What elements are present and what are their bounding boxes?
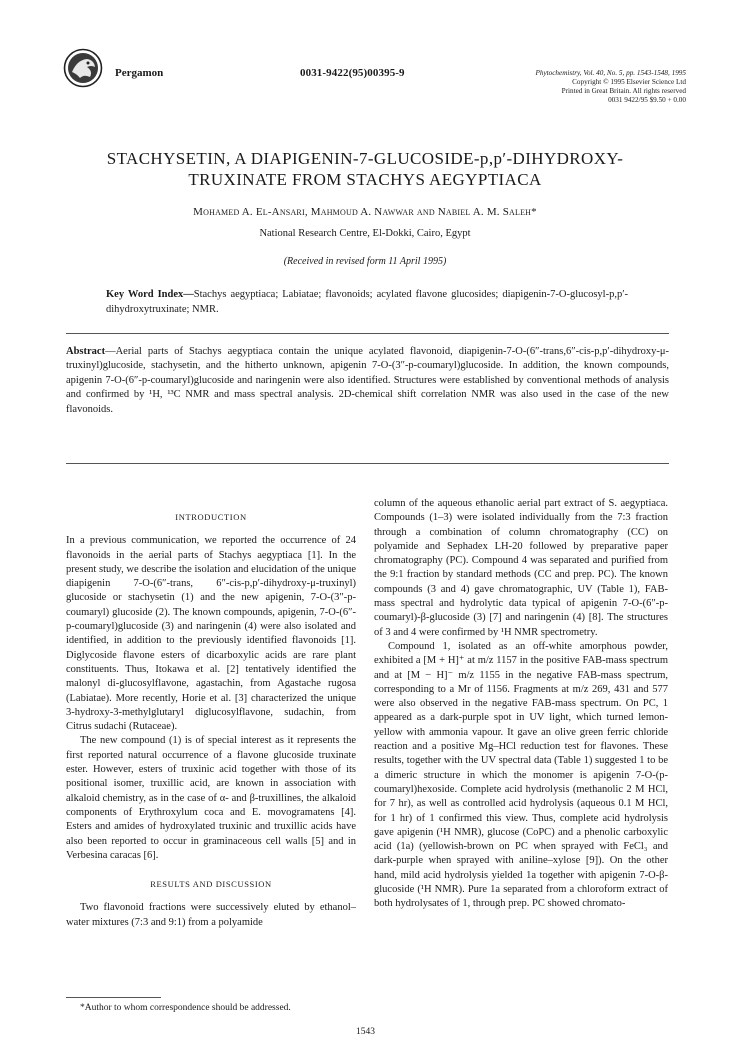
journal-citation: Phytochemistry, Vol. 40, No. 5, pp. 1543-1548, 1995 [535,69,686,77]
author-list: Mohamed A. El-Ansari, Mahmoud A. Nawwar and Nabiel A. M. Saleh* [193,206,537,218]
issn-price-line: 0031 9422/95 $9.50 + 0.00 [608,96,686,104]
keywords-text: Stachys aegyptiaca; Labiatae; flavonoids; acylated flavone glucosides; diapigenin-7-O-glucosyl-p,p′-dihydroxytruxinate; NMR. [106,289,628,315]
pergamon-logo-icon [63,48,103,88]
results-heading: RESULTS AND DISCUSSION [150,879,272,890]
introduction-paragraph-1: In a previous communication, we reported the occurrence of 24 flavonoids in the aerial parts of Stachys aegyptiaca [1]. In the present study, we describe the isolation and elucidation of the unique diapigenin 7-O-(6″-trans, 6″-cis-p,p′-dihydroxy-μ-truxinyl) glucoside or stachysetin (1) and the new apigenin, 7-O-(3″-p-coumaryl) glucoside (2). The known compounds, apigenin, 7-O-(6″-p-coumaryl)glucoside (3) and naringenin (4) were also isolated and identified, in addition to the previously identified flavonoids [1]. Diglycoside flavone esters of dicarboxylic acids are rare plant constituents. Thus, Itokawa et al. [2] tentatively identified the malonyl di-glucosylflavone, agastachin, from Agastache rugosa (Labiatae). More recently, Horie et al. [3] characterized the unique 3-hydroxy-3-methylglutaryl diglucosylflavone, sudachin, from Citrus sudachi (Rutaceae). [66,535,356,733]
abstract-text: —Aerial parts of Stachys aegyptiaca contain the unique acylated flavonoid, diapigenin-7-O-(6″-trans,6″-cis-p,p′-dihydroxy-μ-truxinyl)glucoside, stachysetin, and the hitherto unknown, apigenin 7-O-(3″-p-coumaryl)glucoside. In addition, the known compounds, apigenin 7-O-(6″-p-coumaryl)glucoside and naringenin were also identified. Structures were established by conventional methods of analysis and confirmed by ¹H, ¹³C NMR and mass spectral analysis. 2D-chemical shift correlation NMR was also used in the case of the new flavonoids. [66,346,669,415]
right-paragraph-1: column of the aqueous ethanolic aerial part extract of S. aegyptiaca. Compounds (1–3) were isolated individually from the 7:3 fraction through a combination of column chromatography (CC) on polyamide and Sephadex LH-20 followed by preparative paper chromatography (PC). Compound 4 was separated and purified from the 9:1 fraction by standard methods (CC and prep. PC). The known compounds (3 and 4) gave chromatographic, UV (Table 1), FAB-mass spectral and hydrolytic data typical of apigenin 7-O-(6″-p-coumaryl)-β-glucoside (3) [7] and naringenin (4) [8]. The structures of 3 and 4 were confirmed by ¹H NMR spectrometry. [374,498,668,638]
right-paragraph-2: Compound 1, isolated as an off-white amorphous powder, exhibited a [M + H]⁺ at m/z 1157 in the positive FAB-mass spectrum and at [M − H]⁻ m/z 1155 in the negative FAB-mass spectrum, corresponding to a Mr of 1156. Fragments at m/z 269, 431 and 577 were also observed in the negative FAB-mass spectrum. On PC, 1 appeared as a dark-purple spot in UV light, which turned lemon-yellow with ammonia vapour. It gave an olive green ferric chloride reaction and a positive Mg–HCl reduction test for flavones. These results, together with the UV spectral data (Table 1) suggested 1 to be a dimeric structure in which the monomer is apigenin 7-O-(p-coumaryl)hexoside. Complete acid hydrolysis (methanolic 2 M HCl, for 7 hr), as well as controlled acid hydrolysis (aqueous 0.1 M HCl, for 1 hr) of 1 confirmed this view. Thus, complete acid hydrolysis gave apigenin (¹H NMR), glucose (CoPC) and a phenolic carboxylic acid (1a) (yellowish-brown on PC when sprayed with FeCl₃ and dark-purple when sprayed with aniline–xylose [9]). On the other hand, mild acid hydrolysis yielded 1a together with apigenin 7-O-β-glucoside (¹H NMR). Pure 1a separated from a chloroform extract of both hydrolysates of 1, through prep. PC showed chromato- [374,640,668,910]
journal-info [466,69,686,105]
keywords-label: Key Word Index— [106,289,194,300]
introduction-heading: INTRODUCTION [175,512,247,522]
key-word-index [106,287,628,317]
right-column [374,497,668,912]
received-date: (Received in revised form 11 April 1995) [283,256,447,267]
results-paragraph-1: Two flavonoid fractions were successively eluted by ethanol–water mixtures (7:3 and 9:1) from a polyamide [66,902,356,928]
abstract-top-rule [66,333,669,334]
doi-code: 0031-9422(95)00395-9 [300,67,405,79]
article-title [55,148,675,190]
copyright-line: Copyright © 1995 Elsevier Science Ltd [572,78,686,86]
footnote-rule [66,997,161,998]
printed-line: Printed in Great Britain. All rights reserved [561,87,686,95]
abstract-label: Abstract [66,346,106,357]
left-column [66,510,356,930]
footnote: *Author to whom correspondence should be addressed. [80,1003,291,1013]
affiliation: National Research Centre, El-Dokki, Cairo, Egypt [259,228,471,239]
publisher-name: Pergamon [115,67,164,79]
page-number: 1543 [356,1027,375,1037]
abstract-bottom-rule [66,463,669,464]
title-line-2: TRUXINATE FROM STACHYS AEGYPTIACA [188,170,542,189]
introduction-paragraph-2: The new compound (1) is of special interest as it represents the first reported natural occurrence of a flavone glucoside truxinate ester. However, esters of truxinic acid together with those of its positional isomer, truxillic acid, are known in association with alkaloid chemistry, as in the case of α- and β-truxillines, the alkaloid components of Erythroxylum coca and E. movogramatens [4]. Esters and amides of hydroxylated truxinic and truxillic acids have also been reported to occur in graminaceous cell walls [5] and in Verbesina caracas [6]. [66,735,356,861]
abstract [66,345,669,417]
title-line-1: STACHYSETIN, A DIAPIGENIN-7-GLUCOSIDE-p,p′-DIHYDROXY- [106,149,624,168]
